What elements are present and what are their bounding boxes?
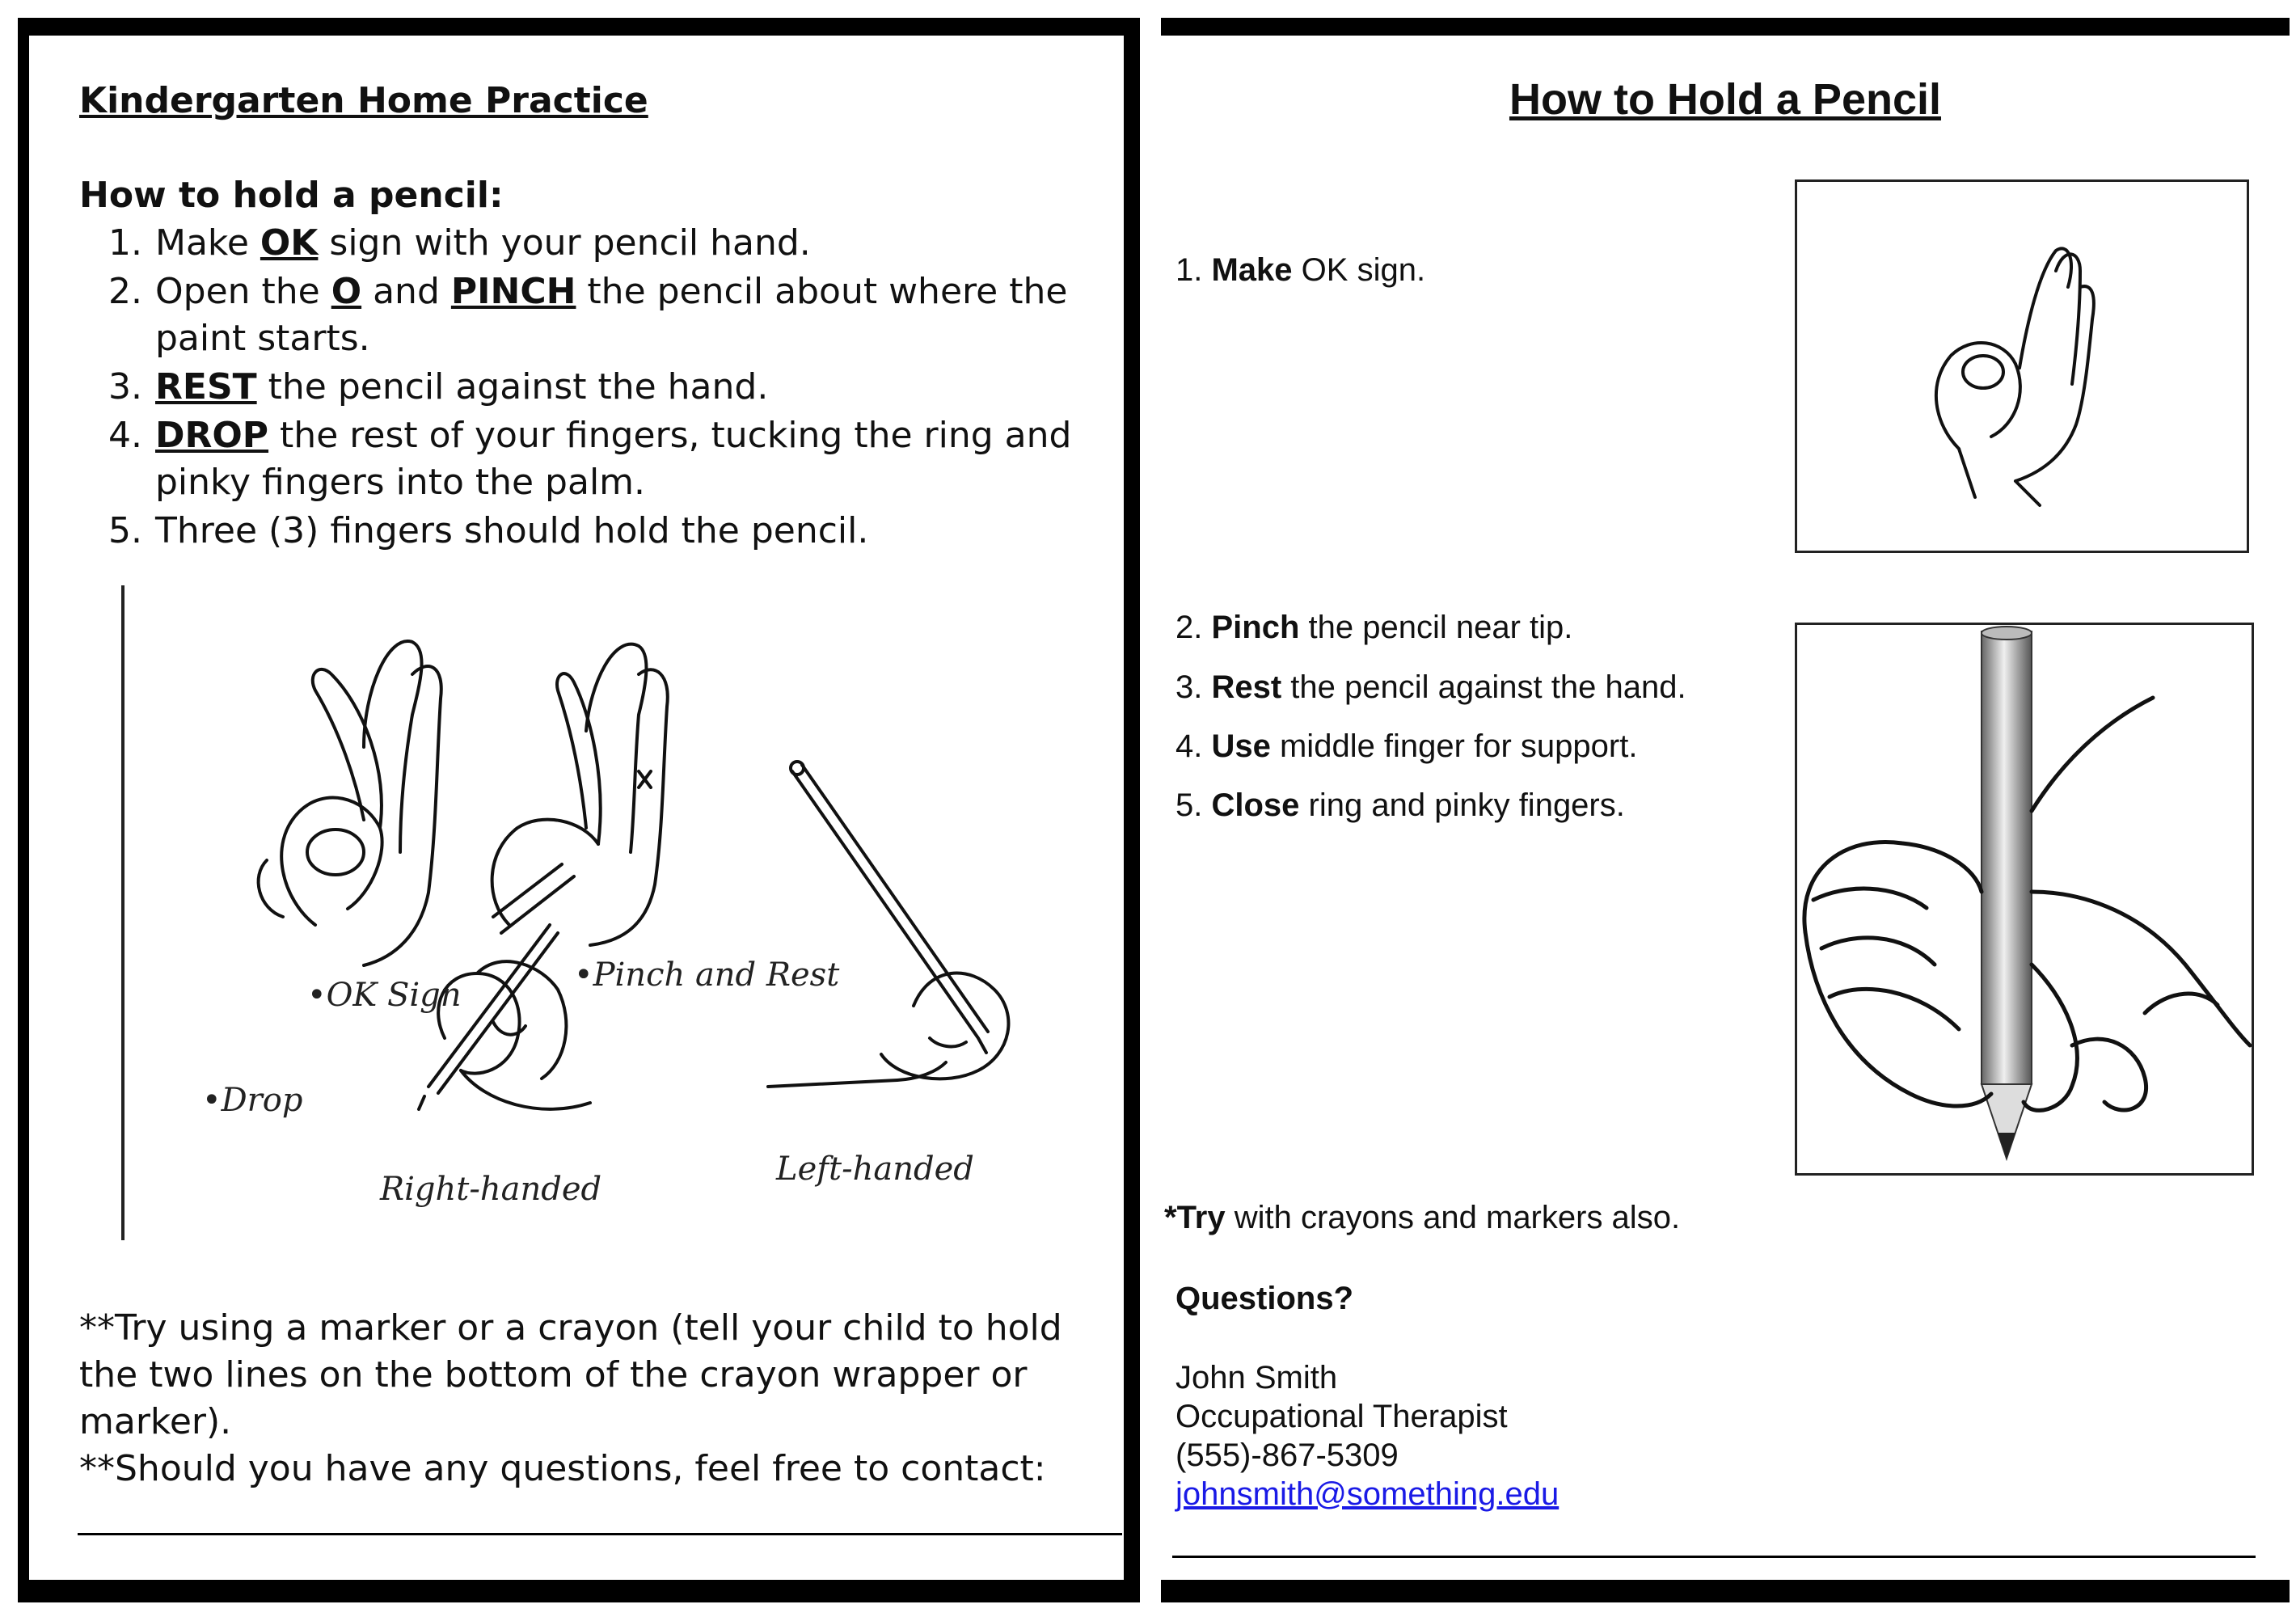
contact-name: John Smith [1175, 1360, 1338, 1395]
step-text: the pencil against the hand. [256, 366, 769, 407]
step-keyword: DROP [155, 415, 269, 456]
drop-label: •Drop [202, 1082, 303, 1119]
step-keyword: OK [260, 222, 319, 264]
step-number: 5. [1175, 787, 1203, 823]
step-text: and [361, 271, 451, 312]
step-1 [108, 220, 1111, 267]
right-step-4 [1175, 728, 1637, 765]
right-page-title [1161, 74, 2290, 125]
note-contact: **Should you have any questions, feel free to contact: [79, 1448, 1046, 1489]
left-handout-page [18, 18, 1140, 1602]
try-keyword: *Try [1164, 1200, 1226, 1235]
step-text: middle finger for support. [1270, 728, 1638, 764]
handout-notes [79, 1305, 1106, 1492]
step-text: the pencil near tip. [1299, 610, 1573, 645]
step-text: Open the [155, 271, 331, 312]
right-handed-label: Right-handed [380, 1171, 602, 1208]
step-text: the pencil against the hand. [1281, 669, 1686, 705]
signature-line [78, 1533, 1122, 1535]
step-number: 4. [1175, 728, 1203, 764]
step-3 [108, 364, 1111, 411]
handout-title: Kindergarten Home Practice [79, 80, 648, 121]
right-step-5 [1175, 787, 1625, 824]
steps-list [108, 220, 1111, 556]
right-title-text: How to Hold a Pencil [1509, 75, 1942, 124]
right-step-1 [1175, 252, 1425, 289]
signature-line [1172, 1556, 2256, 1558]
contact-role: Occupational Therapist [1175, 1399, 1508, 1434]
right-step-2 [1175, 610, 1572, 646]
step-text: the rest of your fingers, tucking the ring and pinky fingers into the palm. [155, 415, 1072, 503]
contact-phone: (555)-867-5309 [1175, 1438, 1399, 1473]
step-text: sign with your pencil hand. [318, 222, 811, 264]
step-text: OK sign. [1292, 252, 1426, 288]
pencil-grip-hand-icon [1797, 625, 2252, 1173]
step-keyword: REST [155, 366, 257, 407]
step-text: the pencil about where the paint starts. [155, 271, 1068, 359]
ok-sign-hand-icon [259, 641, 441, 965]
step-text: Make [155, 222, 260, 264]
step-keyword: Pinch [1211, 610, 1300, 645]
pinch-and-rest-hand-icon [492, 644, 668, 945]
ok-sign-hand-icon [1797, 182, 2247, 551]
right-handed-hand-icon [419, 925, 590, 1109]
step-keyword: Use [1211, 728, 1271, 764]
step-keyword: PINCH [450, 271, 576, 312]
left-handed-hand-icon [768, 762, 1008, 1087]
handout-subtitle: How to hold a pencil: [79, 175, 504, 216]
pinch-and-rest-label: •Pinch and Rest [574, 956, 840, 994]
step-text: Three (3) fingers should hold the pencil. [155, 510, 869, 551]
left-handed-label: Left-handed [776, 1150, 974, 1188]
try-text: with crayons and markers also. [1225, 1200, 1681, 1235]
step-keyword: Rest [1211, 669, 1282, 705]
right-handout-page [1161, 18, 2290, 1602]
step-keyword: O [331, 271, 362, 312]
step-number: 4. [108, 415, 142, 456]
contact-email-link[interactable]: johnsmith@something.edu [1175, 1476, 1560, 1512]
step-number: 3. [108, 366, 142, 407]
step-4 [108, 412, 1111, 506]
ok-sign-figure [1795, 179, 2249, 553]
try-note [1164, 1200, 1680, 1236]
step-number: 2. [1175, 610, 1203, 645]
note-marker-crayon: **Try using a marker or a crayon (tell your child to hold the two lines on the bottom of the crayon wrapper or marker). [79, 1307, 1062, 1442]
step-keyword: Make [1211, 252, 1293, 288]
step-2 [108, 268, 1111, 362]
contact-block [1175, 1358, 1559, 1514]
step-number: 1. [1175, 252, 1203, 288]
step-number: 3. [1175, 669, 1203, 705]
hand-sketch-illustration [121, 585, 1091, 1248]
step-number: 1. [108, 222, 142, 264]
step-number: 5. [108, 510, 142, 551]
ok-sign-label: •OK Sign [307, 977, 462, 1014]
step-text: ring and pinky fingers. [1299, 787, 1625, 823]
step-number: 2. [108, 271, 142, 312]
step-keyword: Close [1211, 787, 1300, 823]
questions-heading: Questions? [1175, 1281, 1354, 1316]
step-5 [108, 508, 1111, 555]
pencil-grip-figure [1795, 623, 2254, 1176]
right-step-3 [1175, 669, 1686, 706]
